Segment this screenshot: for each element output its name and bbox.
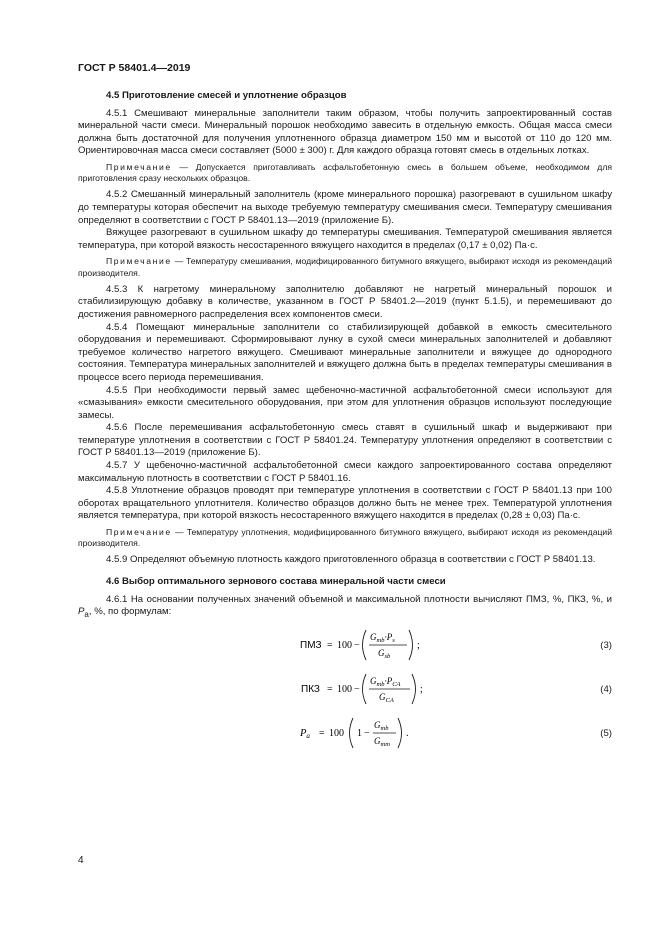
note-text: — Температуру смешивания, модифицированного битумного вяжущего, выбирают исходя из рекомендаций производителя. bbox=[78, 256, 612, 278]
section-heading-4-6: 4.6 Выбор оптимального зернового состава минеральной части смеси bbox=[106, 576, 446, 588]
paren-right bbox=[412, 674, 416, 704]
formula-equals: = bbox=[319, 727, 325, 739]
formula-lhs: ПМЗ bbox=[300, 639, 322, 651]
denominator: $G_{CA}$ bbox=[379, 691, 394, 704]
formula-number-4: (4) bbox=[600, 683, 612, 695]
note-text: — Температуру уплотнения, модифицированного битумного вяжущего, выбирают исходя из рекомендаций производителя. bbox=[78, 527, 612, 549]
paragraph-4-5-9: 4.5.9 Определяют объемную плотность каждого приготовленного образца в соответствии с ГОСТ Р 58401.13. bbox=[106, 554, 596, 566]
denominator: $G_{mm}$ bbox=[374, 735, 390, 748]
denominator: $G_{sb}$ bbox=[378, 647, 391, 660]
formula-constant: 100 bbox=[337, 683, 352, 695]
note-label: Примечание bbox=[106, 161, 172, 172]
formula-terminator: . bbox=[406, 727, 409, 739]
document-header: ГОСТ Р 58401.4—2019 bbox=[78, 62, 191, 74]
note-1 bbox=[78, 162, 612, 184]
note-label: Примечание bbox=[106, 256, 172, 267]
paren-left bbox=[363, 674, 367, 704]
note-3 bbox=[78, 527, 612, 549]
numerator: $G_{mb}\cdot P_s$ bbox=[370, 631, 395, 644]
formula-lhs: Pa bbox=[300, 727, 310, 740]
paragraph-4-5-6: 4.5.6 После перемешивания асфальтобетонную смесь ставят в сушильный шкаф и выдерживают при температуре уплотнения в соответствии с ГОСТ Р 58401.24. Температуру уплотнения определяют в соответствии с ГОСТ Р 58401.13—2019 (приложение Б). bbox=[78, 422, 612, 459]
formula-equals: = bbox=[327, 683, 333, 695]
paren-left bbox=[350, 718, 354, 748]
formula-3-expression bbox=[300, 628, 430, 666]
formula-4-expression bbox=[301, 672, 431, 710]
paragraph-4-5-4: 4.5.4 Помещают минеральные заполнители со стабилизирующей добавкой в емкость смесительного оборудования и перемешивают. Сформировывают лунку в сухой смеси минеральных заполнителей и добавляют требуемое количество нагретого вяжущего. Смешивают минеральные заполнители и вяжущее до однородного состояния. Температура минеральных заполнителей и вяжущего должна быть в пределах температуры смешивания в процессе всего периода перемешивания. bbox=[78, 321, 612, 383]
formula-equals: = bbox=[327, 639, 333, 651]
paragraph-4-5-8: 4.5.8 Уплотнение образцов проводят при температуре уплотнения в соответствии с ГОСТ Р 58401.13 при 100 оборотах вращательного уплотнителя. Количество образцов должно быть не менее трех. Температурой уплотнения является температура, при которой вязкость несостаренного вяжущего находится в пределах (0,28 ± 0,03) Па·с. bbox=[78, 485, 612, 522]
paragraph-4-5-3: 4.5.3 К нагретому минеральному заполнителю добавляют не нагретый минеральный порошок и стабилизирующую добавку в количестве, указанном в ГОСТ Р 58401.2—2019 (пункт 5.1.5), и перемешивают до достижения равномерного распределения всех компонентов смеси. bbox=[78, 283, 612, 320]
paragraph-4-5-7: 4.5.7 У щебеночно-мастичной асфальтобетонной смеси каждого запроектированного состава определяют максимальную плотность в соответствии с ГОСТ Р 58401.16. bbox=[78, 460, 612, 484]
paragraph-4-5-5: 4.5.5 При необходимости первый замес щебеночно-мастичной асфальтобетонной смеси используют для «смазывания» емкости смесительного оборудования, при этом для уплотнения образцов используют последующие замесы. bbox=[78, 384, 612, 421]
paragraph-4-5-2: 4.5.2 Смешанный минеральный заполнитель (кроме минерального порошка) разогревают в сушильном шкафу до температуры которая обеспечит на выходе требуемую температуру смешивания смеси. Температуру смешивания определяют в соответствии с ГОСТ Р 58401.13—2019 (приложение Б). bbox=[78, 189, 612, 226]
formula-5 bbox=[78, 716, 612, 754]
paragraph-4-6-1: 4.6.1 На основании полученных значений объемной и максимальной плотности вычисляют ПМЗ, %, ПКЗ, %, и $P_a$, %, по формулам: bbox=[78, 593, 612, 620]
paren-right bbox=[409, 630, 413, 660]
formula-5-expression bbox=[300, 716, 430, 754]
formula-number-3: (3) bbox=[600, 639, 612, 651]
paragraph-4-5-2-b: Вяжущее разогревают в сушильном шкафу до температуры смешивания. Температурой смешивания является температура, при которой вязкость несостаренного вяжущего находится в пределах (0,17 ± 0,02) Па·с. bbox=[78, 227, 612, 251]
formula-terminator: ; bbox=[420, 683, 423, 695]
paren-left bbox=[363, 630, 367, 660]
numerator: $G_{mb}$ bbox=[374, 719, 389, 732]
paren-right bbox=[398, 718, 402, 748]
formula-4 bbox=[78, 672, 612, 710]
paragraph-4-5-1: 4.5.1 Смешивают минеральные заполнители таким образом, чтобы получить запроектированный состав минеральной части смеси. Минеральный порошок необходимо завесить в отдельную емкость. Общая масса смеси должна быть достаточной для получения уплотненного образца диаметром 150 мм и высотой от 110 до 120 мм. Ориентировочная масса смеси составляет (5000 ± 300) г. Для каждого образца готовят смесь в отдельных лотках. bbox=[78, 107, 612, 157]
formula-one: 1 bbox=[357, 727, 362, 739]
section-heading-4-5: 4.5 Приготовление смесей и уплотнение образцов bbox=[106, 90, 347, 101]
numerator: $G_{mb}\cdot P_{CA}$ bbox=[370, 675, 401, 688]
formula-constant: 100 bbox=[337, 639, 352, 651]
note-label: Примечание bbox=[106, 527, 172, 538]
note-text: — Допускается приготавливать асфальтобетонную смесь в большем объеме, необходимом для приготовления сразу нескольких образцов. bbox=[78, 161, 612, 184]
formula-terminator: ; bbox=[417, 639, 420, 651]
note-2 bbox=[78, 256, 612, 278]
page-number: 4 bbox=[78, 855, 84, 866]
formula-lhs: ПКЗ bbox=[301, 683, 320, 695]
formula-minus: − bbox=[354, 639, 360, 651]
formula-3 bbox=[78, 628, 612, 666]
formula-minus: − bbox=[364, 727, 370, 739]
document-body bbox=[78, 90, 612, 754]
formula-constant: 100 bbox=[329, 727, 344, 739]
formula-minus: − bbox=[354, 683, 360, 695]
formula-number-5: (5) bbox=[600, 727, 612, 739]
